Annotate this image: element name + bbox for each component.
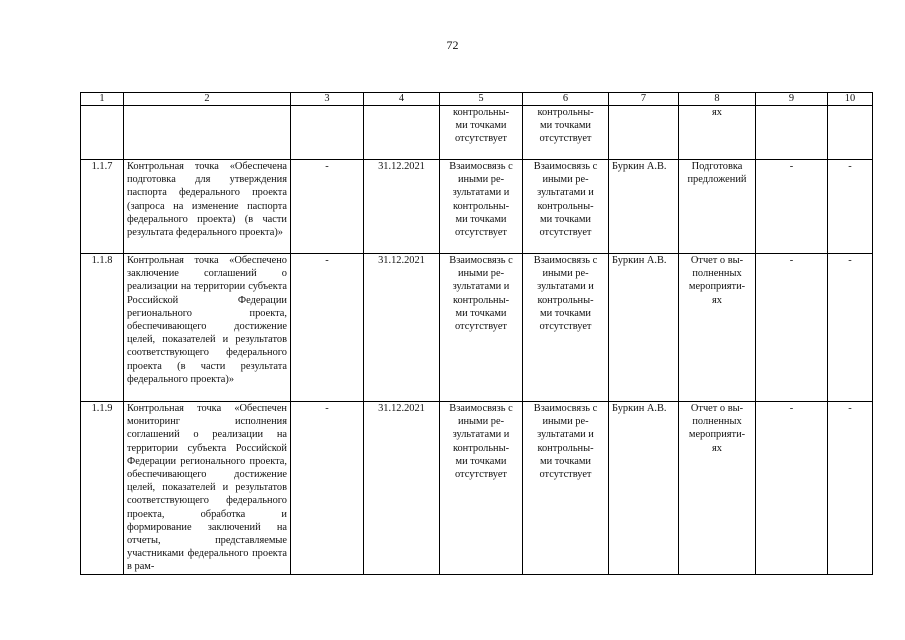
col10-cell: -	[828, 254, 873, 402]
column-header: 5	[440, 93, 523, 106]
result-cell: Отчет о вы- полненных мероприяти- ях	[679, 254, 756, 402]
description-cell: Контрольная точка «Обеспечено заключение соглашений о реализации на территории субъекта Российской Федерации регионального проекта, обеспечивающего достижение целей, показателей и результатов соответствующего федерального проекта (в части результата федерального проекта)»	[124, 254, 291, 402]
header-row	[81, 93, 873, 106]
col10-cell: -	[828, 402, 873, 575]
col10-cell	[828, 106, 873, 160]
col9-cell	[756, 106, 828, 160]
result-cell: Отчет о вы- полненных мероприяти- ях	[679, 402, 756, 575]
relation-cell: Взаимосвязь с иными ре- зультатами и контрольны- ми точками отсутствует	[440, 254, 523, 402]
document-table	[80, 92, 873, 575]
column-header: 2	[124, 93, 291, 106]
relation-cell: контрольны- ми точками отсутствует	[523, 106, 609, 160]
item-number-cell: 1.1.7	[81, 160, 124, 254]
description-cell: Контрольная точка «Обеспечен мониторинг исполнения соглашений о реализации на территории субъекта Российской Федерации регионального проекта, обеспечивающего достижение целей, показателей и результатов соответствующего федерального проекта, обработка и формирование заключений на отчеты, представляемые участниками федерального проекта в рам-	[124, 402, 291, 575]
col9-cell: -	[756, 160, 828, 254]
col9-cell: -	[756, 402, 828, 575]
responsible-cell: Буркин А.В.	[609, 402, 679, 575]
result-cell: ях	[679, 106, 756, 160]
item-number-cell	[81, 106, 124, 160]
column-header: 1	[81, 93, 124, 106]
table-row	[81, 254, 873, 402]
col3-cell	[291, 106, 364, 160]
col3-cell: -	[291, 160, 364, 254]
col3-cell: -	[291, 402, 364, 575]
date-cell: 31.12.2021	[364, 402, 440, 575]
col3-cell: -	[291, 254, 364, 402]
table-row	[81, 402, 873, 575]
column-header: 8	[679, 93, 756, 106]
relation-cell: Взаимосвязь с иными ре- зультатами и контрольны- ми точками отсутствует	[523, 402, 609, 575]
relation-cell: Взаимосвязь с иными ре- зультатами и контрольны- ми точками отсутствует	[440, 402, 523, 575]
description-cell: Контрольная точка «Обеспечена подготовка для утверждения паспорта федерального проекта (запроса на изменение паспорта федерального проекта) (в части результата федерального проекта)»	[124, 160, 291, 254]
column-header: 9	[756, 93, 828, 106]
col10-cell: -	[828, 160, 873, 254]
column-header: 10	[828, 93, 873, 106]
item-number-cell: 1.1.9	[81, 402, 124, 575]
responsible-cell	[609, 106, 679, 160]
table-row	[81, 106, 873, 160]
col9-cell: -	[756, 254, 828, 402]
responsible-cell: Буркин А.В.	[609, 254, 679, 402]
relation-cell: контрольны- ми точками отсутствует	[440, 106, 523, 160]
date-cell: 31.12.2021	[364, 254, 440, 402]
relation-cell: Взаимосвязь с иными ре- зультатами и контрольны- ми точками отсутствует	[523, 160, 609, 254]
item-number-cell: 1.1.8	[81, 254, 124, 402]
column-header: 6	[523, 93, 609, 106]
column-header: 7	[609, 93, 679, 106]
description-cell	[124, 106, 291, 160]
date-cell	[364, 106, 440, 160]
result-cell: Подготовка предложений	[679, 160, 756, 254]
relation-cell: Взаимосвязь с иными ре- зультатами и контрольны- ми точками отсутствует	[523, 254, 609, 402]
relation-cell: Взаимосвязь с иными ре- зультатами и контрольны- ми точками отсутствует	[440, 160, 523, 254]
column-header: 3	[291, 93, 364, 106]
responsible-cell: Буркин А.В.	[609, 160, 679, 254]
page-number: 72	[446, 38, 459, 52]
table-row	[81, 160, 873, 254]
column-header: 4	[364, 93, 440, 106]
date-cell: 31.12.2021	[364, 160, 440, 254]
